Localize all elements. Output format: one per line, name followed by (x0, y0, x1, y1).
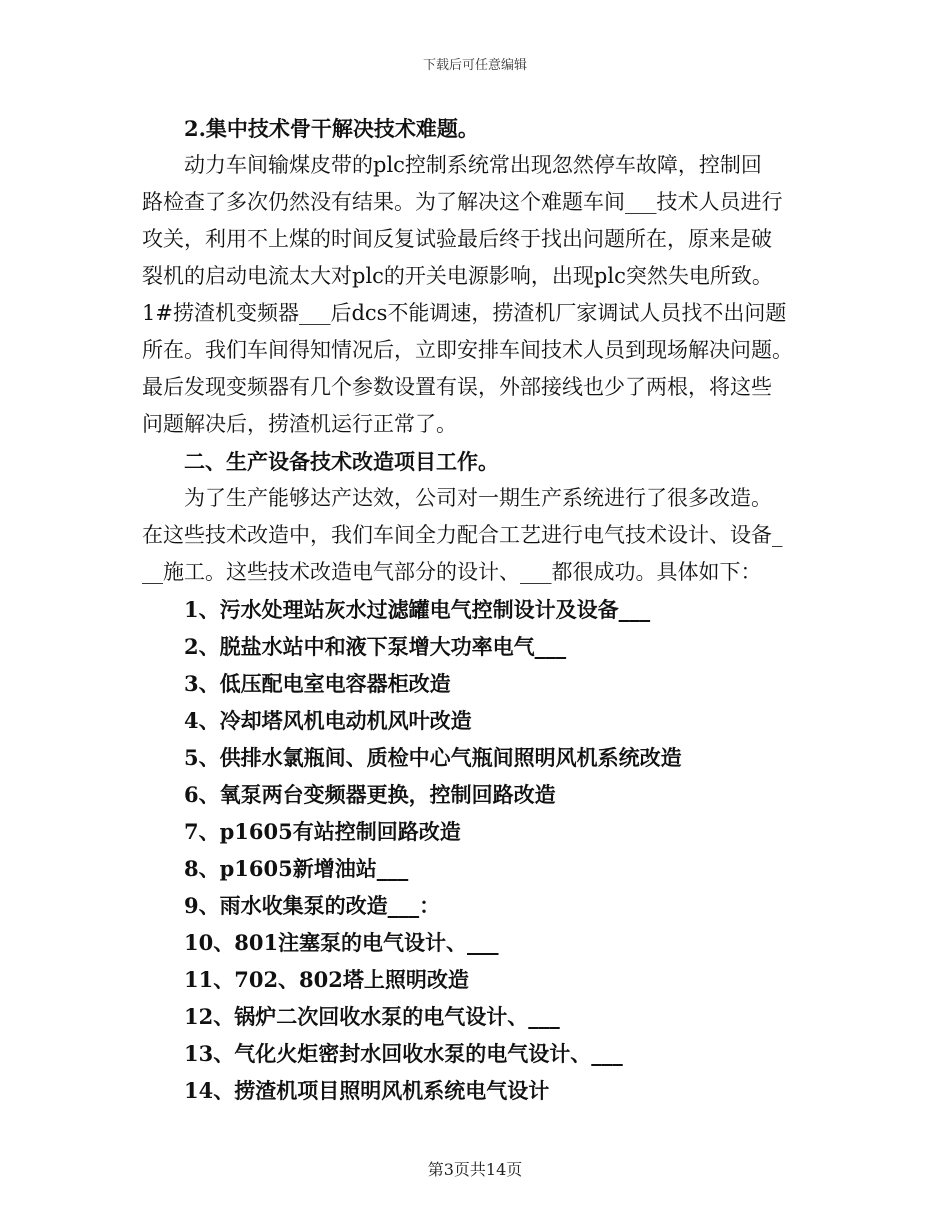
list-item: 8、p1605新增油站___ (184, 856, 409, 881)
list-item: 7、p1605有站控制回路改造 (184, 819, 461, 844)
list-item: 3、低压配电室电容器柜改造 (184, 671, 451, 696)
paragraph-line: 动力车间输煤皮带的plc控制系统常出现忽然停车故障，控制回 (184, 153, 762, 177)
paragraph-line: 所在。我们车间得知情况后，立即安排车间技术人员到现场解决问题。 (142, 338, 793, 362)
list-item: 10、801注塞泵的电气设计、___ (184, 930, 499, 955)
list-item: 6、氧泵两台变频器更换，控制回路改造 (184, 782, 556, 807)
paragraph-line: 1#捞渣机变频器___后dcs不能调速，捞渣机厂家调试人员找不出问题 (142, 301, 787, 325)
list-item: 9、雨水收集泵的改造___： (184, 893, 441, 918)
paragraph-line: __施工。这些技术改造电气部分的设计、___都很成功。具体如下： (142, 560, 762, 584)
paragraph-line: 裂机的启动电流太大对plc的开关电源影响，出现plc突然失电所致。 (142, 264, 773, 288)
paragraph-line: 为了生产能够达产达效，公司对一期生产系统进行了很多改造。 (184, 486, 772, 510)
page-header: 下载后可任意编辑 (422, 58, 527, 73)
section-heading: 二、生产设备技术改造项目工作。 (184, 449, 499, 474)
list-item: 1、污水处理站灰水过滤罐电气控制设计及设备___ (184, 597, 651, 622)
list-item: 4、冷却塔风机电动机风叶改造 (184, 708, 472, 733)
paragraph (142, 147, 807, 443)
list-item: 2、脱盐水站中和液下泵增大功率电气___ (184, 634, 567, 659)
page-footer: 第3页共14页 (427, 1160, 523, 1179)
list-item: 11、702、802塔上照明改造 (184, 967, 469, 992)
list-item: 5、供排水氯瓶间、质检中心气瓶间照明风机系统改造 (184, 745, 682, 770)
list-item: 13、气化火炬密封水回收水泵的电气设计、___ (184, 1041, 623, 1066)
paragraph-line: 攻关，利用不上煤的时间反复试验最后终于找出问题所在，原来是破 (142, 227, 772, 251)
paragraph-line: 路检查了多次仍然没有结果。为了解决这个难题车间___技术人员进行 (142, 190, 783, 214)
paragraph-line: 问题解决后，捞渣机运行正常了。 (142, 412, 457, 436)
item-list (142, 591, 807, 1109)
section-heading: 2.集中技术骨干解决技术难题。 (184, 116, 479, 141)
list-item: 12、锅炉二次回收水泵的电气设计、___ (184, 1004, 560, 1029)
document-body (142, 110, 807, 1109)
list-item: 14、捞渣机项目照明风机系统电气设计 (184, 1078, 550, 1103)
paragraph-line: 在这些技术改造中，我们车间全力配合工艺进行电气技术设计、设备_ (142, 523, 783, 547)
paragraph (142, 480, 807, 591)
paragraph-line: 最后发现变频器有几个参数设置有误，外部接线也少了两根，将这些 (142, 375, 772, 399)
